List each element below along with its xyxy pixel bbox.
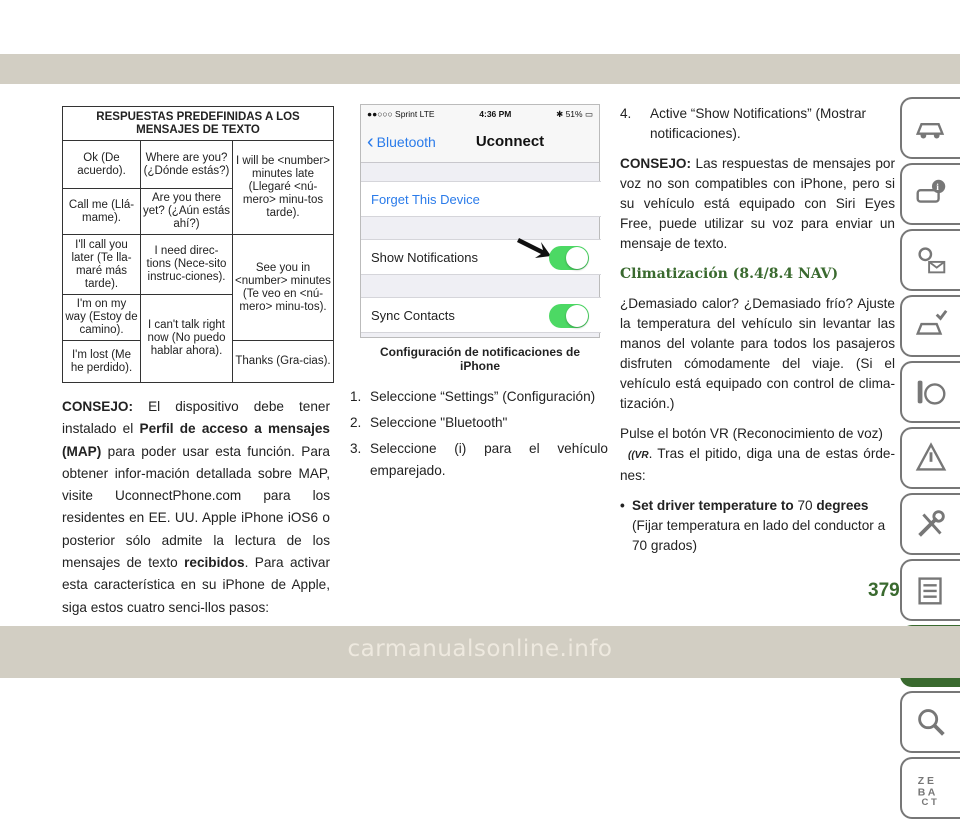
table-cell: I can't talk right now (No puedo hablar ahora). [141,295,233,383]
step-number: 1. [350,389,362,404]
table-cell: I'll call you later (Te lla-maré más tarde). [63,235,141,295]
steps-list [350,386,608,486]
status-bar [361,105,599,123]
car-check-icon[interactable] [900,295,960,357]
page-number: 379 [868,580,900,601]
road-warning-icon[interactable] [900,427,960,489]
iphone-screenshot [360,104,600,338]
right-column [620,104,895,556]
wrench-steering-icon[interactable] [900,361,960,423]
list-item [350,386,608,408]
tip-label: CONSEJO: [620,156,692,171]
table-cell: See you in <number> minutes (Te veo en <nú-mero> minu-tos). [233,235,334,341]
svg-text:Z E: Z E [917,776,934,788]
command-unit: degrees [816,498,869,513]
tip-text: Las respuestas de mensajes por voz no son compatibles con iPhone, pero si su vehículo está equipado con Siri Eyes Free, puede utilizar su voz para enviar un mensaje de texto. [620,156,895,251]
forget-device-button[interactable]: Forget This Device [361,181,601,217]
car-warning-icon[interactable] [900,97,960,159]
vr-text: . Tras el pitido, diga una de estas órde-nes: [620,446,895,483]
bullet-icon: • [620,498,625,513]
vr-paragraph [620,424,895,486]
svg-text:B A: B A [917,787,936,799]
table-cell: I will be <number> minutes late (Llegaré <nú-mero> minu-tos tarde). [233,141,334,235]
sync-contacts-row[interactable] [361,297,601,333]
tip-paragraph [62,396,330,619]
tip-text: para poder usar esta función. Para obtener infor-mación detallada sobre MAP, visite UconnectPhone.com para los residentes en EE. UU. Apple iPhone iOS6 o posterior sólo admite la lectura de los mensajes de texto [62,443,330,571]
nav-bar [361,123,599,163]
table-cell: I'm lost (Me he perdido). [63,341,141,383]
watermark-text: carmanualsonline.info [347,636,613,662]
tip-text: . Para activar esta característica en su iPhone de Apple, siga estos cuatro senci-llos pasos: [62,555,330,615]
sync-contacts-toggle[interactable] [549,304,589,328]
step-text: Seleccione "Bluetooth" [370,415,508,430]
table-cell: Thanks (Gra-cias). [233,341,334,383]
sync-contacts-label: Sync Contacts [371,307,455,323]
table-cell: Call me (Llá-mame). [63,189,141,235]
battery-text: ✱ 51% ▭ [556,108,593,119]
top-band [0,54,960,84]
figure-caption: Configuración de notificaciones de iPhone [379,345,581,373]
table-cell: Are you there yet? (¿Aún estás ahí?) [141,189,233,235]
chevron-left-icon: ‹ [367,131,374,153]
chapter-tabs [900,97,960,823]
received-text: recibidos [184,555,245,571]
command-value: 70 [793,498,817,513]
command-bullet [620,496,895,556]
svg-text:i: i [936,183,939,194]
climate-paragraph: ¿Demasiado calor? ¿Demasiado frío? Ajuste la temperatura del vehículo sin levantar las manos del volante para todos los pasajeros disfruten cómodamente del viaje. (Si el vehículo está equipado con control de clima-tización.) [620,296,895,411]
sun-envelope-icon[interactable] [900,229,960,291]
list-item [620,104,895,144]
list-item [350,412,608,434]
show-notifications-toggle[interactable] [549,246,589,270]
back-label: Bluetooth [376,134,436,150]
vr-label: VR [634,450,649,461]
voice-recognition-icon: ((VR [628,450,649,461]
table-cell: Where are you? (¿Dónde estás?) [141,141,233,189]
map-profile-text: Perfil de acceso a mensajes (MAP) [62,421,330,459]
nav-title: Uconnect [475,133,545,150]
arrow-pointer-icon [517,234,553,262]
show-notifications-label: Show Notifications [371,249,478,265]
table-cell: Ok (De acuerdo). [63,141,141,189]
tools-icon[interactable] [900,493,960,555]
tip-text: El dispositivo debe tener instalado el [62,399,330,437]
step-number: 3. [350,441,362,456]
voice-tip-paragraph [620,154,895,254]
clock-text: 4:36 PM [479,109,512,119]
index-letters-icon[interactable] [900,757,960,819]
tip-label: CONSEJO: [62,399,134,414]
list-icon[interactable] [900,559,960,621]
svg-text:C T: C T [921,797,937,809]
table-cell: I need direc-tions (Nece-sito instruc-ciones). [141,235,233,295]
section-heading: Climatización (8.4/8.4 NAV) [620,266,839,282]
step-text: Active “Show Notifications” (Mostrar notificaciones). [650,106,867,141]
table-header: RESPUESTAS PREDEFINIDAS A LOS MENSAJES DE TEXTO [63,107,334,141]
show-notifications-row[interactable] [361,239,601,275]
carrier-text: ●●○○○ Sprint LTE [367,109,435,119]
step-text: Seleccione “Settings” (Configuración) [370,389,596,404]
step-number: 4. [620,106,632,121]
step-text: Seleccione (i) para el vehículo emparejado. [370,441,608,478]
info-icon[interactable] [900,163,960,225]
command-translation: (Fijar temperatura en lado del conductor a 70 grados) [632,518,886,553]
vr-text: Pulse el botón VR (Reconocimiento de voz) [620,426,883,441]
predefined-responses-table [62,106,334,383]
search-icon[interactable] [900,691,960,753]
list-item [350,438,608,482]
step-number: 2. [350,415,362,430]
table-cell: I'm on my way (Estoy de camino). [63,295,141,341]
command-text: Set driver temperature to [632,498,794,513]
